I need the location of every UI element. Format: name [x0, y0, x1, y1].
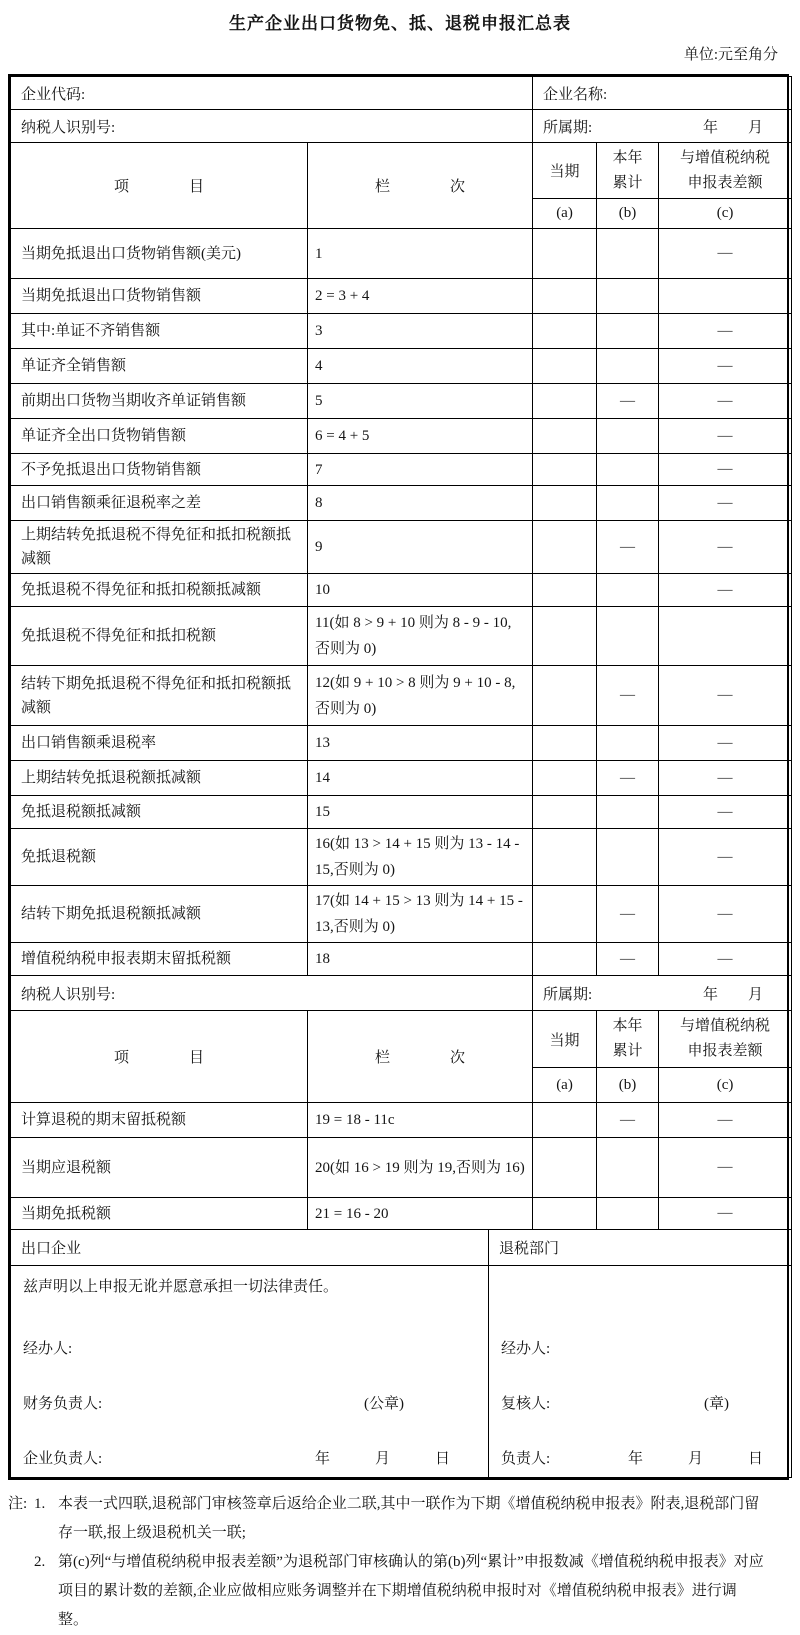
value-cell-a [533, 279, 597, 314]
declaration-form [8, 74, 789, 1480]
header-column: 栏 次 [308, 143, 533, 229]
table-row [11, 454, 792, 486]
column-index-cell: 16(如 13 > 14 + 15 则为 13 - 14 - 15,否则为 0) [308, 829, 533, 886]
item-label-cell: 当期免抵税额 [11, 1198, 308, 1230]
item-label-cell: 免抵退税额 [11, 829, 308, 886]
item-label-cell: 当期应退税额 [11, 1138, 308, 1198]
item-label-cell: 其中:单证不齐销售额 [11, 314, 308, 349]
table-row [11, 607, 792, 666]
value-cell-c: — [659, 886, 792, 943]
value-cell-c: — [659, 829, 792, 886]
column-index-cell: 6 = 4 + 5 [308, 419, 533, 454]
company-head-label: 企业负责人: [23, 1451, 103, 1467]
value-cell-a [533, 886, 597, 943]
signature-header-row [11, 1230, 792, 1266]
value-cell-c: — [659, 419, 792, 454]
item-label-cell: 上期结转免抵退税额抵减额 [11, 761, 308, 796]
table-row [11, 279, 792, 314]
column-index-cell: 2 = 3 + 4 [308, 279, 533, 314]
value-cell-c: — [659, 314, 792, 349]
value-cell-a [533, 229, 597, 279]
period-cell [533, 110, 792, 143]
column-index-cell: 18 [308, 943, 533, 976]
column-index-cell: 11(如 8 > 9 + 10 则为 8 - 9 - 10,否则为 0) [308, 607, 533, 666]
column-index-cell: 20(如 16 > 19 则为 19,否则为 16) [308, 1138, 533, 1198]
value-cell-c: — [659, 943, 792, 976]
value-cell-c: — [659, 349, 792, 384]
period-cell-2 [533, 976, 792, 1011]
table-row [11, 726, 792, 761]
value-cell-b: — [597, 761, 659, 796]
subheader-b: (b) [597, 199, 659, 229]
note-2-text: 第(c)列“与增值税纳税申报表差额”为退税部门审核确认的第(b)列“累计”申报数减《增值税纳税申报表》对应项目的累计数的差额,企业应做相应账务调整并在下期增值税纳税申报时对《增值税纳税申报表》进行调整。 [58, 1554, 764, 1628]
declaration-statement: 兹声明以上申报无讹并愿意承担一切法律责任。 [23, 1279, 339, 1295]
note-1-number: 1. [34, 1496, 46, 1512]
item-label-cell: 结转下期免抵退税额抵减额 [11, 886, 308, 943]
item-label-cell: 前期出口货物当期收齐单证销售额 [11, 384, 308, 419]
column-index-cell: 10 [308, 574, 533, 607]
item-label-cell: 免抵退税不得免征和抵扣税额 [11, 607, 308, 666]
main-table [10, 76, 792, 1230]
value-cell-b: — [597, 1103, 659, 1138]
table-row [11, 1198, 792, 1230]
value-cell-a [533, 796, 597, 829]
column-index-cell: 15 [308, 796, 533, 829]
table-row [11, 384, 792, 419]
company-seal-label: (公章) [364, 1396, 404, 1412]
notes-prefix: 注: [8, 1496, 28, 1512]
item-label-cell: 单证齐全出口货物销售额 [11, 419, 308, 454]
column-index-cell: 12(如 9 + 10 > 8 则为 9 + 10 - 8,否则为 0) [308, 666, 533, 726]
value-cell-b: — [597, 886, 659, 943]
dept-head-label: 负责人: [501, 1451, 551, 1467]
item-label-cell: 增值税纳税申报表期末留抵税额 [11, 943, 308, 976]
value-cell-a [533, 574, 597, 607]
header-item: 项 目 [11, 143, 308, 229]
column-index-cell: 4 [308, 349, 533, 384]
column-index-cell: 8 [308, 486, 533, 521]
value-cell-c [659, 607, 792, 666]
header-row-1 [11, 143, 792, 199]
table-row [11, 796, 792, 829]
period-label: 所属期: [543, 119, 593, 136]
header-current-2: 当期 [533, 1011, 597, 1068]
value-cell-a [533, 1198, 597, 1230]
note-item-1 [8, 1490, 792, 1548]
value-cell-b [597, 726, 659, 761]
table-row [11, 943, 792, 976]
item-label-cell: 计算退税的期末留抵税额 [11, 1103, 308, 1138]
section1-rows [11, 229, 792, 976]
taxpayer-row-1 [11, 110, 792, 143]
signature-table [10, 1229, 792, 1478]
value-cell-b [597, 279, 659, 314]
column-index-cell: 3 [308, 314, 533, 349]
item-label-cell: 免抵退税不得免征和抵扣税额抵减额 [11, 574, 308, 607]
value-cell-a [533, 384, 597, 419]
finance-officer-label: 财务负责人: [23, 1396, 103, 1412]
note-2-number: 2. [34, 1554, 46, 1570]
value-cell-a [533, 943, 597, 976]
value-cell-b [597, 796, 659, 829]
value-cell-b [597, 1138, 659, 1198]
value-cell-c: — [659, 229, 792, 279]
value-cell-c: — [659, 454, 792, 486]
unit-note: 单位:元至角分 [683, 47, 778, 63]
left-date-label: 年 月 日 [314, 1451, 450, 1467]
refund-dept-cell: 退税部门 [489, 1230, 792, 1266]
taxpayer-id-cell: 纳税人识别号: [11, 110, 533, 143]
value-cell-b [597, 574, 659, 607]
header-ytd: 本年 累计 [597, 143, 659, 199]
item-label-cell: 免抵退税额抵减额 [11, 796, 308, 829]
export-company-cell: 出口企业 [11, 1230, 489, 1266]
table-row [11, 521, 792, 574]
value-cell-c: — [659, 486, 792, 521]
value-cell-b [597, 454, 659, 486]
subheader-a: (a) [533, 199, 597, 229]
section2-rows [11, 1103, 792, 1230]
signature-body-row [11, 1266, 792, 1478]
table-row [11, 666, 792, 726]
value-cell-c: — [659, 1138, 792, 1198]
period-label-2: 所属期: [543, 986, 593, 1003]
value-cell-b [597, 419, 659, 454]
value-cell-c: — [659, 726, 792, 761]
value-cell-c: — [659, 666, 792, 726]
header-ytd-2: 本年 累计 [597, 1011, 659, 1068]
value-cell-b [597, 1198, 659, 1230]
header-column-2: 栏 次 [308, 1011, 533, 1103]
item-label-cell: 出口销售额乘征退税率之差 [11, 486, 308, 521]
header-vat-diff: 与增值税纳税 申报表差额 [659, 143, 792, 199]
value-cell-c: — [659, 521, 792, 574]
value-cell-a [533, 314, 597, 349]
column-index-cell: 1 [308, 229, 533, 279]
value-cell-b: — [597, 521, 659, 574]
taxpayer-row-2 [11, 976, 792, 1011]
subheader-b-2: (b) [597, 1068, 659, 1103]
column-index-cell: 17(如 14 + 15 > 13 则为 14 + 15 - 13,否则为 0) [308, 886, 533, 943]
value-cell-b [597, 349, 659, 384]
refund-dept-signature-cell [489, 1266, 792, 1478]
value-cell-a [533, 486, 597, 521]
taxpayer-id-cell-2: 纳税人识别号: [11, 976, 533, 1011]
note-item-2 [8, 1548, 792, 1635]
table-row [11, 1103, 792, 1138]
table-row [11, 1138, 792, 1198]
column-index-cell: 9 [308, 521, 533, 574]
header-vat-diff-2: 与增值税纳税 申报表差额 [659, 1011, 792, 1068]
table-row [11, 761, 792, 796]
footnotes [8, 1490, 792, 1635]
value-cell-a [533, 349, 597, 384]
value-cell-c [659, 279, 792, 314]
table-row [11, 229, 792, 279]
value-cell-c: — [659, 574, 792, 607]
item-label-cell: 上期结转免抵退税不得免征和抵扣税额抵减额 [11, 521, 308, 574]
item-label-cell: 不予免抵退出口货物销售额 [11, 454, 308, 486]
value-cell-b: — [597, 943, 659, 976]
header-row-2 [11, 1011, 792, 1068]
value-cell-c: — [659, 1103, 792, 1138]
value-cell-b [597, 229, 659, 279]
column-index-cell: 21 = 16 - 20 [308, 1198, 533, 1230]
value-cell-a [533, 761, 597, 796]
value-cell-a [533, 419, 597, 454]
subheader-a-2: (a) [533, 1068, 597, 1103]
subheader-c-2: (c) [659, 1068, 792, 1103]
company-row [11, 77, 792, 110]
reviewer-label: 复核人: [501, 1396, 551, 1412]
page-title: 生产企业出口货物免、抵、退税申报汇总表 [229, 14, 571, 34]
value-cell-b: — [597, 666, 659, 726]
left-handler-label: 经办人: [23, 1341, 73, 1357]
value-cell-a [533, 521, 597, 574]
right-handler-label: 经办人: [501, 1341, 551, 1357]
column-index-cell: 19 = 18 - 11c [308, 1103, 533, 1138]
item-label-cell: 单证齐全销售额 [11, 349, 308, 384]
column-index-cell: 5 [308, 384, 533, 419]
column-index-cell: 7 [308, 454, 533, 486]
header-item-2: 项 目 [11, 1011, 308, 1103]
subheader-c: (c) [659, 199, 792, 229]
item-label-cell: 当期免抵退出口货物销售额(美元) [11, 229, 308, 279]
item-label-cell: 出口销售额乘退税率 [11, 726, 308, 761]
item-label-cell: 结转下期免抵退税不得免征和抵扣税额抵减额 [11, 666, 308, 726]
table-row [11, 829, 792, 886]
value-cell-a [533, 1138, 597, 1198]
column-index-cell: 14 [308, 761, 533, 796]
table-row [11, 349, 792, 384]
value-cell-c: — [659, 796, 792, 829]
table-row [11, 419, 792, 454]
note-1-text: 本表一式四联,退税部门审核签章后返给企业二联,其中一联作为下期《增值税纳税申报表》附表,退税部门留存一联,报上级退税机关一联; [58, 1496, 760, 1541]
value-cell-b: — [597, 384, 659, 419]
right-date-label: 年 月 日 [627, 1451, 763, 1467]
value-cell-a [533, 1103, 597, 1138]
value-cell-c: — [659, 761, 792, 796]
company-name-cell: 企业名称: [533, 77, 792, 110]
value-cell-a [533, 607, 597, 666]
column-index-cell: 13 [308, 726, 533, 761]
value-cell-a [533, 666, 597, 726]
table-row [11, 314, 792, 349]
period-year-month-2: 年 月 [703, 986, 764, 1003]
value-cell-b [597, 607, 659, 666]
table-row [11, 886, 792, 943]
value-cell-c: — [659, 384, 792, 419]
value-cell-a [533, 726, 597, 761]
dept-seal-label: (章) [704, 1396, 729, 1412]
item-label-cell: 当期免抵退出口货物销售额 [11, 279, 308, 314]
table-row [11, 486, 792, 521]
table-row [11, 574, 792, 607]
left-signature-block [23, 1304, 476, 1469]
right-signature-block [501, 1304, 779, 1469]
export-company-signature-cell [11, 1266, 489, 1478]
value-cell-c: — [659, 1198, 792, 1230]
value-cell-a [533, 829, 597, 886]
company-code-cell: 企业代码: [11, 77, 533, 110]
period-year-month: 年 月 [703, 119, 764, 136]
value-cell-b [597, 829, 659, 886]
value-cell-b [597, 486, 659, 521]
value-cell-a [533, 454, 597, 486]
header-current: 当期 [533, 143, 597, 199]
value-cell-b [597, 314, 659, 349]
